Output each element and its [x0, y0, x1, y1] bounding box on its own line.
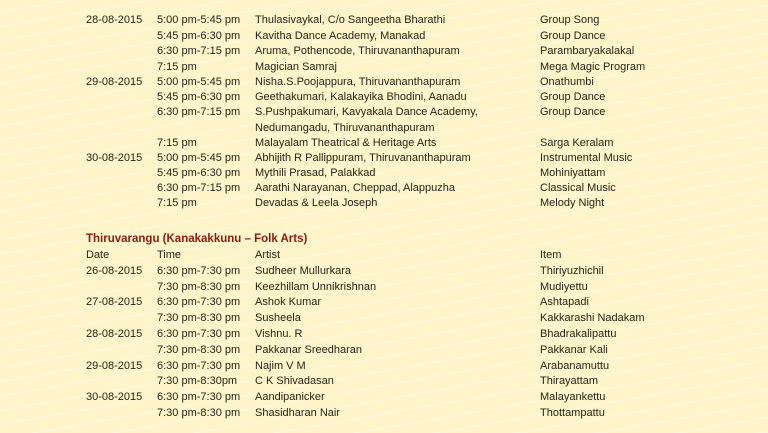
item-cell: Mohiniyattam	[540, 167, 606, 179]
schedule-row	[0, 374, 768, 389]
schedule-row	[0, 60, 768, 75]
schedule-row	[0, 196, 768, 211]
artist-cell: Pakkanar Sreedharan	[255, 344, 363, 356]
schedule-row	[0, 264, 768, 279]
artist-cell: Shasidharan Nair	[255, 407, 340, 419]
time-cell: 7:30 pm-8:30 pm	[157, 407, 241, 419]
time-cell: 5:45 pm-6:30 pm	[157, 167, 241, 179]
artist-cell: Nedumangadu, Thiruvananthapuram	[255, 122, 435, 134]
time-cell: 7:15 pm	[157, 137, 197, 149]
item-cell: Sarga Keralam	[540, 137, 614, 149]
artist-cell: Najim V M	[255, 360, 306, 372]
time-cell: 6:30 pm-7:15 pm	[157, 182, 241, 194]
date-cell: 28-08-2015	[86, 14, 143, 26]
schedule-row	[0, 181, 768, 196]
item-cell: Group Dance	[540, 91, 606, 103]
time-cell: 5:00 pm-5:45 pm	[157, 14, 241, 26]
date-cell: 28-08-2015	[86, 328, 143, 340]
date-cell: 27-08-2015	[86, 296, 143, 308]
time-cell: 7:30 pm-8:30pm	[157, 375, 238, 387]
schedule-row	[0, 166, 768, 181]
schedule-row	[0, 295, 768, 310]
item-cell: Kakkarashi Nadakam	[540, 312, 645, 324]
item-cell: Thottampattu	[540, 407, 605, 419]
time-cell: 7:30 pm-8:30 pm	[157, 344, 241, 356]
schedule-row	[0, 121, 768, 136]
time-cell: 6:30 pm-7:30 pm	[157, 328, 241, 340]
item-header: Item	[540, 249, 562, 261]
artist-cell: Aruma, Pothencode, Thiruvananthapuram	[255, 45, 460, 57]
time-cell: 6:30 pm-7:30 pm	[157, 360, 241, 372]
item-cell: Malayankettu	[540, 391, 606, 403]
artist-cell: Malayalam Theatrical & Heritage Arts	[255, 137, 437, 149]
time-cell: 6:30 pm-7:15 pm	[157, 45, 241, 57]
date-cell: 29-08-2015	[86, 360, 143, 372]
time-cell: 7:15 pm	[157, 61, 197, 73]
artist-cell: S.Pushpakumari, Kavyakala Dance Academy,	[255, 106, 478, 118]
artist-cell: Kavitha Dance Academy, Manakad	[255, 30, 426, 42]
date-cell: 29-08-2015	[86, 76, 143, 88]
item-cell: Group Dance	[540, 30, 606, 42]
time-cell: 5:00 pm-5:45 pm	[157, 152, 241, 164]
artist-cell: Abhijith R Pallippuram, Thiruvananthapuram	[255, 152, 471, 164]
schedule-row	[0, 44, 768, 59]
item-cell: Pakkanar Kali	[540, 344, 608, 356]
item-cell: Parambaryakalakal	[540, 45, 635, 57]
artist-cell: Thulasivaykal, C/o Sangeetha Bharathi	[255, 14, 446, 26]
time-cell: 5:00 pm-5:45 pm	[157, 76, 241, 88]
time-cell: 5:45 pm-6:30 pm	[157, 30, 241, 42]
item-cell: Group Dance	[540, 106, 606, 118]
artist-cell: Geethakumari, Kalakayika Bhodini, Aanadu	[255, 91, 467, 103]
schedule-row	[0, 90, 768, 105]
item-cell: Onathumbi	[540, 76, 594, 88]
time-cell: 6:30 pm-7:30 pm	[157, 391, 241, 403]
schedule-row	[0, 343, 768, 358]
table-header-row	[0, 248, 768, 263]
artist-header: Artist	[255, 249, 281, 261]
time-cell: 5:45 pm-6:30 pm	[157, 91, 241, 103]
item-cell: Instrumental Music	[540, 152, 633, 164]
time-cell: 6:30 pm-7:30 pm	[157, 296, 241, 308]
artist-cell: Keezhillam Unnikrishnan	[255, 281, 377, 293]
item-cell: Thiriyuzhichil	[540, 265, 604, 277]
artist-cell: Devadas & Leela Joseph	[255, 197, 378, 209]
artist-cell: Ashok Kumar	[255, 296, 322, 308]
artist-cell: Susheela	[255, 312, 301, 324]
schedule-row	[0, 359, 768, 374]
schedule-row	[0, 406, 768, 421]
date-cell: 26-08-2015	[86, 265, 143, 277]
artist-cell: C K Shivadasan	[255, 375, 334, 387]
schedule-row	[0, 390, 768, 405]
date-header: Date	[86, 249, 110, 261]
time-cell: 7:30 pm-8:30 pm	[157, 281, 241, 293]
item-cell: Melody Night	[540, 197, 605, 209]
schedule-row	[0, 311, 768, 326]
artist-cell: Mythili Prasad, Palakkad	[255, 167, 376, 179]
item-cell: Arabanamuttu	[540, 360, 610, 372]
time-header: Time	[157, 249, 182, 261]
schedule-row	[0, 75, 768, 90]
schedule-row	[0, 13, 768, 28]
date-cell: 30-08-2015	[86, 391, 143, 403]
item-cell: Mega Magic Program	[540, 61, 646, 73]
schedule-row	[0, 29, 768, 44]
item-cell: Bhadrakalipattu	[540, 328, 617, 340]
item-cell: Classical Music	[540, 182, 616, 194]
time-cell: 7:15 pm	[157, 197, 197, 209]
date-cell: 30-08-2015	[86, 152, 143, 164]
item-cell: Thirayattam	[540, 375, 599, 387]
schedule-row	[0, 151, 768, 166]
schedule-row	[0, 136, 768, 151]
artist-cell: Nisha.S.Poojappura, Thiruvananthapuram	[255, 76, 461, 88]
time-cell: 6:30 pm-7:15 pm	[157, 106, 241, 118]
artist-cell: Magician Samraj	[255, 61, 337, 73]
time-cell: 6:30 pm-7:30 pm	[157, 265, 241, 277]
time-cell: 7:30 pm-8:30 pm	[157, 312, 241, 324]
schedule-row	[0, 105, 768, 120]
artist-cell: Aandipanicker	[255, 391, 325, 403]
artist-cell: Aarathi Narayanan, Cheppad, Alappuzha	[255, 182, 455, 194]
artist-cell: Sudheer Mullurkara	[255, 265, 351, 277]
artist-cell: Vishnu. R	[255, 328, 303, 340]
item-cell: Mudiyettu	[540, 281, 588, 293]
schedule-row	[0, 280, 768, 295]
item-cell: Ashtapadi	[540, 296, 589, 308]
schedule-row	[0, 327, 768, 342]
section-title: Thiruvarangu (Kanakakkunu – Folk Arts)	[86, 233, 308, 245]
item-cell: Group Song	[540, 14, 600, 26]
